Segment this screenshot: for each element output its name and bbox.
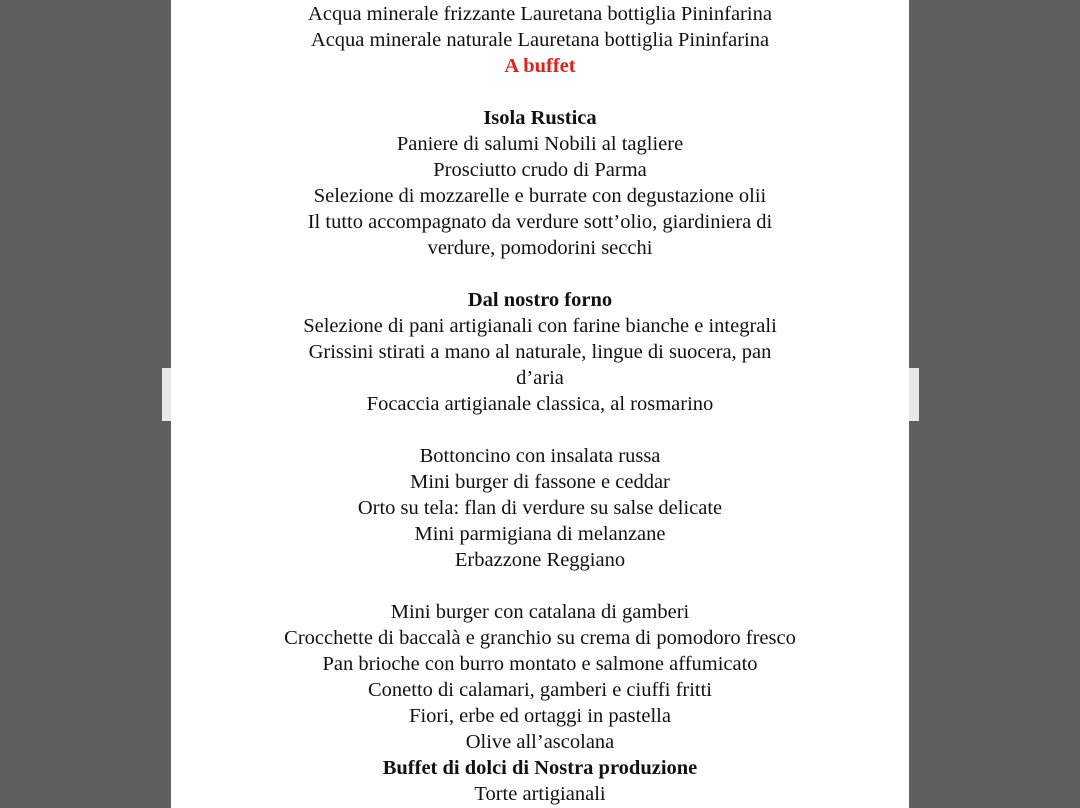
menu-line: d’aria: [516, 367, 564, 389]
menu-line: Paniere di salumi Nobili al tagliere: [396, 133, 684, 155]
section-heading: Buffet di dolci di Nostra produzione: [382, 757, 698, 779]
menu-line: Il tutto accompagnato da verdure sott’olio, giardiniera di: [307, 211, 773, 233]
section-heading: Dal nostro forno: [467, 289, 613, 311]
menu-line: Erbazzone Reggiano: [454, 549, 626, 571]
menu-line: Prosciutto crudo di Parma: [433, 159, 647, 181]
spacer: [171, 261, 909, 287]
menu-line: Bottoncino con insalata russa: [419, 445, 661, 467]
menu-line: Mini parmigiana di melanzane: [414, 523, 666, 545]
menu-line: Mini burger di fassone e ceddar: [410, 471, 670, 493]
menu-text: [171, 1, 909, 807]
menu-line: Mini burger con catalana di gamberi: [390, 601, 690, 623]
menu-line: Selezione di pani artigianali con farine bianche e integrali: [303, 315, 777, 337]
menu-line: Pan brioche con burro montato e salmone affumicato: [322, 653, 758, 675]
spacer: [171, 573, 909, 599]
menu-line: Grissini stirati a mano al naturale, lingue di suocera, pan: [308, 341, 772, 363]
menu-line: Selezione di mozzarelle e burrate con degustazione olii: [313, 185, 767, 207]
menu-line: Fiori, erbe ed ortaggi in pastella: [409, 705, 671, 727]
menu-line: Acqua minerale naturale Lauretana bottiglia Pininfarina: [310, 29, 770, 51]
section-label-buffet: A buffet: [504, 55, 576, 77]
menu-line: Torte artigianali: [474, 783, 606, 805]
menu-line: Crocchette di baccalà e granchio su crema di pomodoro fresco: [284, 627, 796, 649]
section-heading: Isola Rustica: [483, 107, 597, 129]
menu-line: Focaccia artigianale classica, al rosmarino: [366, 393, 714, 415]
menu-line: Acqua minerale frizzante Lauretana bottiglia Pininfarina: [308, 3, 772, 25]
menu-line: Olive all’ascolana: [465, 731, 615, 753]
spacer: [171, 79, 909, 105]
spacer: [171, 417, 909, 443]
menu-line: Orto su tela: flan di verdure su salse delicate: [357, 497, 723, 519]
menu-page: [171, 0, 909, 808]
menu-line: Conetto di calamari, gamberi e ciuffi fritti: [367, 679, 712, 701]
menu-line: verdure, pomodorini secchi: [427, 237, 653, 259]
right-edge-handle[interactable]: [909, 368, 919, 421]
